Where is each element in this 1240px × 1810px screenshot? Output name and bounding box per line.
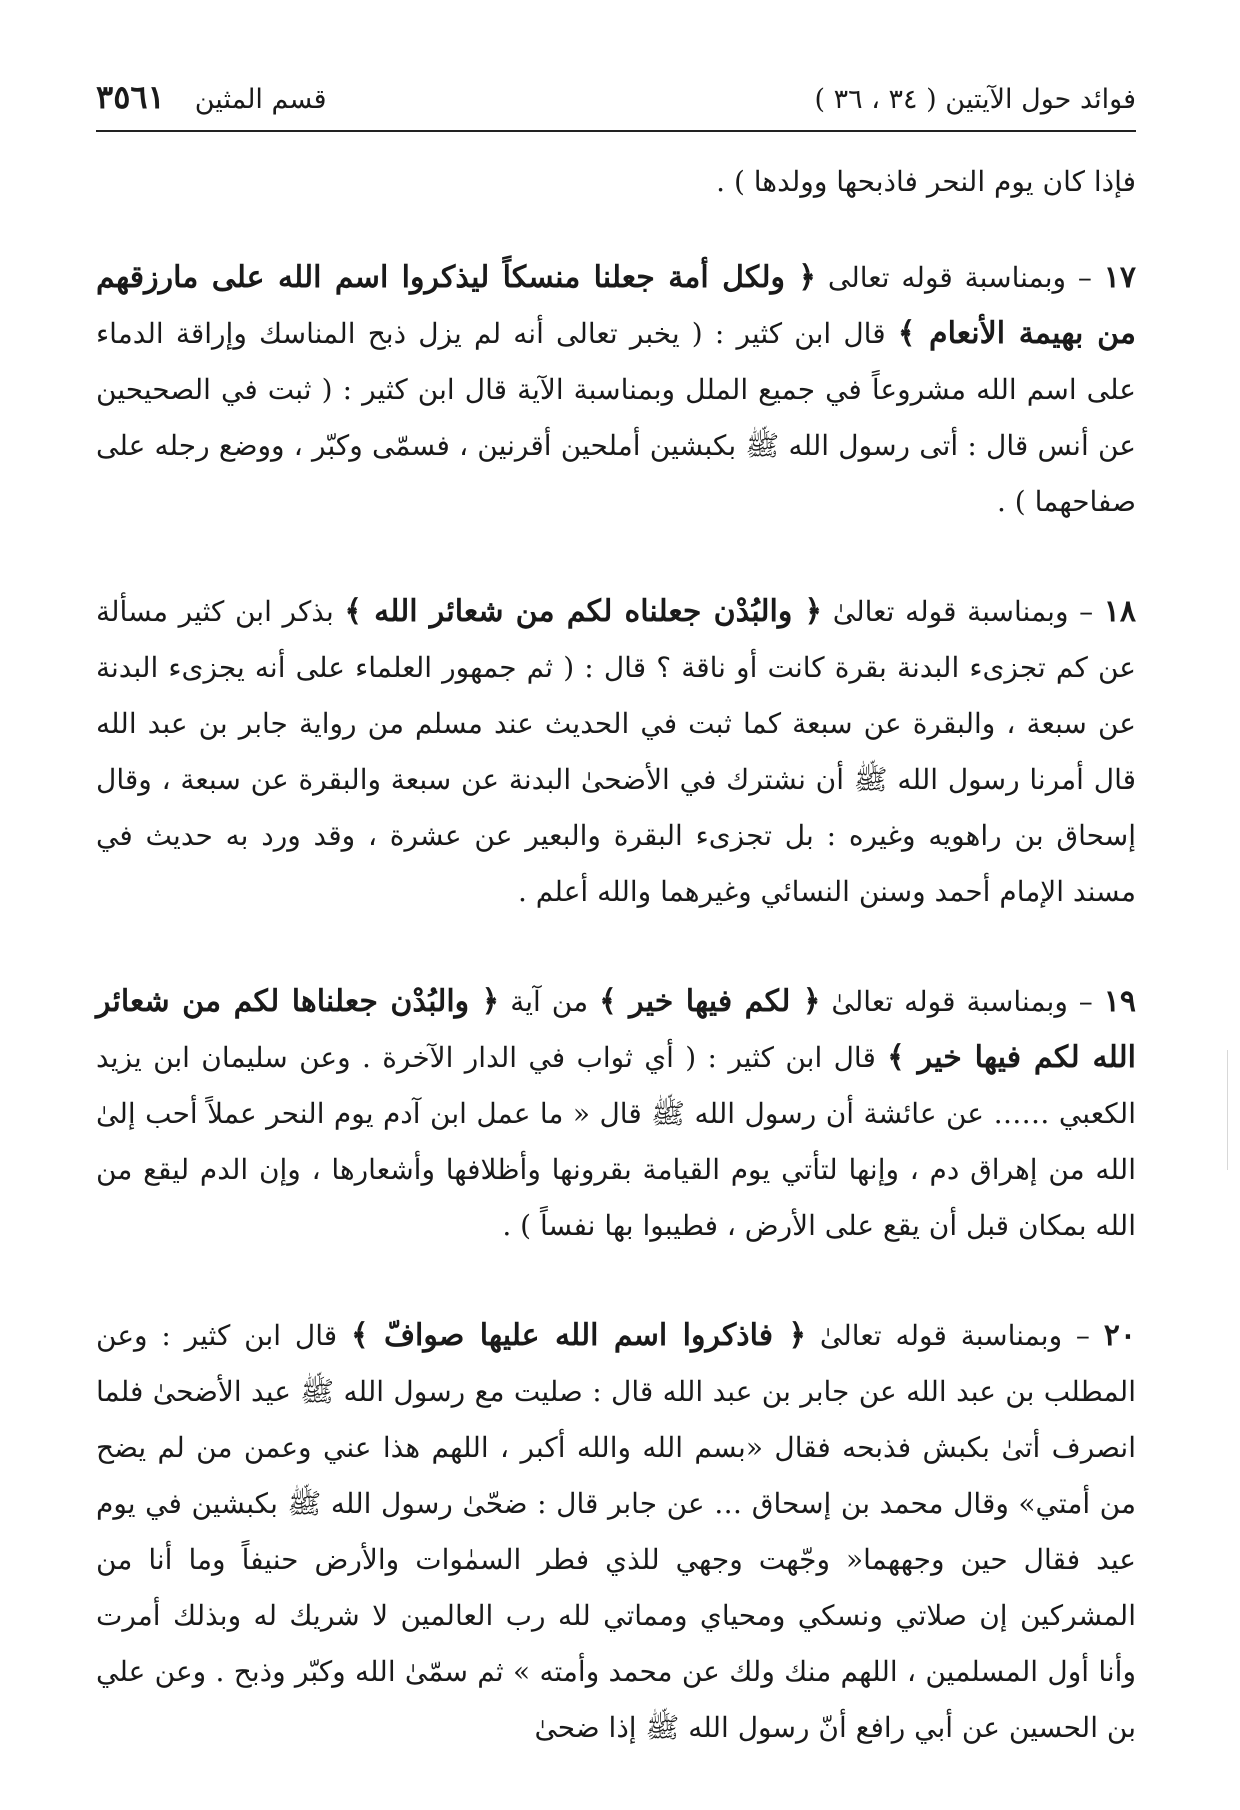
book-page bbox=[96, 78, 1136, 1810]
quran-quote: ﴿ لكم فيها خير ﴾ bbox=[599, 984, 821, 1019]
running-title: فوائد حول الآيتين ( ٣٤ ، ٣٦ ) bbox=[814, 84, 1136, 115]
page-number: ٣٥٦١ bbox=[96, 78, 165, 116]
header-left-group bbox=[96, 78, 326, 116]
item-number: ١٩ bbox=[1103, 984, 1137, 1019]
paragraph-lead: – وبمناسبة قوله تعالىٰ bbox=[822, 595, 1104, 628]
quran-quote: ﴿ والبُدْن جعلناه لكم من شعائر الله ﴾ bbox=[344, 594, 823, 629]
paragraph-19 bbox=[96, 974, 1136, 1254]
paragraph-text: بذكر ابن كثير مسألة عن كم تجزىء البدنة بقرة كانت أو ناقة ؟ قال : ( ثم جمهور العلماء على أنه يجزىء البدنة عن سبعة ، والبقرة عن سبعة كما ثبت في الحديث عند مسلم من رواية جابر بن عبد الله قال أمرنا رسول الله ﷺ أن نشترك في الأضحىٰ البدنة عن سبعة والبقرة عن سبعة ، وقال إسحاق بن راهويه وغيره : بل تجزىء البقرة والبعير عن عشرة ، وقد ورد به حديث في مسند الإمام أحمد وسنن النسائي وغيرهما والله أعلم . bbox=[96, 595, 1136, 908]
paragraph-text: فإذا كان يوم النحر فاذبحها وولدها ) . bbox=[716, 165, 1136, 198]
paragraph-18 bbox=[96, 584, 1136, 920]
paragraph-lead: – وبمناسبة قوله تعالىٰ bbox=[806, 1319, 1104, 1352]
paragraph-mid: من آية bbox=[499, 985, 600, 1018]
item-number: ١٨ bbox=[1103, 594, 1136, 629]
quran-quote-2: ﴿ والبُدْن جعلناها لكم من شعائر الله لكم فيها خير ﴾ bbox=[96, 984, 1136, 1075]
paragraph-text: قال ابن كثير : ( يخبر تعالى أنه لم يزل ذبح المناسك وإراقة الدماء على اسم الله مشروعاً في جميع الملل وبمناسبة الآية قال ابن كثير : ( ثبت في الصحيحين عن أنس قال : أتى رسول الله ﷺ بكبشين أملحين أقرنين ، فسمّى وكبّر ، ووضع رجله على صفاحهما ) . bbox=[96, 317, 1136, 518]
quran-quote: ﴿ ولكل أمة جعلنا منسكاً ليذكروا اسم الله على مارزقهم من بهيمة الأنعام ﴾ bbox=[96, 260, 1136, 351]
paragraph-lead: – وبمناسبة قوله تعالىٰ bbox=[820, 985, 1104, 1018]
header-rule bbox=[96, 130, 1136, 132]
quran-quote: ﴿ فاذكروا اسم الله عليها صوافّ ﴾ bbox=[350, 1318, 807, 1353]
paragraph-20 bbox=[96, 1308, 1136, 1756]
item-number: ١٧ bbox=[1103, 260, 1137, 295]
paragraph-text: قال ابن كثير : وعن المطلب بن عبد الله عن جابر بن عبد الله قال : صليت مع رسول الله ﷺ عيد الأضحىٰ فلما انصرف أتىٰ بكبش فذبحه فقال «بسم الله والله أكبر ، اللهم هذا عني وعمن من لم يضح من أمتي» وقال محمد بن إسحاق … عن جابر قال : ضحّىٰ رسول الله ﷺ بكبشين في يوم عيد فقال حين وجههما« وجّهت وجهي للذي فطر السمٰوات والأرض حنيفاً وما أنا من المشركين إن صلاتي ونسكي ومحياي ومماتي لله رب العالمين لا شريك له وبذلك أمرت وأنا أول المسلمين ، اللهم منك ولك عن محمد وأمته » ثم سمّىٰ الله وكبّر وذبح . وعن علي بن الحسين عن أبي رافع أنّ رسول الله ﷺ إذا ضحىٰ bbox=[96, 1319, 1136, 1744]
scan-edge-mark bbox=[1227, 1050, 1228, 1170]
paragraph-lead: – وبمناسبة قوله تعالى bbox=[816, 261, 1104, 294]
section-title: قسم المثين bbox=[194, 84, 327, 115]
paragraph-text: قال ابن كثير : ( أي ثواب في الدار الآخرة . وعن سليمان ابن يزيد الكعبي …… عن عائشة أن رسول الله ﷺ قال « ما عمل ابن آدم يوم النحر عملاً أحب إلىٰ الله من إهراق دم ، وإنها لتأتي يوم القيامة بقرونها وأظلافها وأشعارها ، وإن الدم ليقع من الله بمكان قبل أن يقع على الأرض ، فطيبوا بها نفساً ) . bbox=[96, 1041, 1136, 1242]
running-header bbox=[96, 78, 1136, 118]
paragraph-continuation bbox=[96, 154, 1136, 210]
item-number: ٢٠ bbox=[1103, 1318, 1136, 1353]
paragraph-17 bbox=[96, 250, 1136, 530]
